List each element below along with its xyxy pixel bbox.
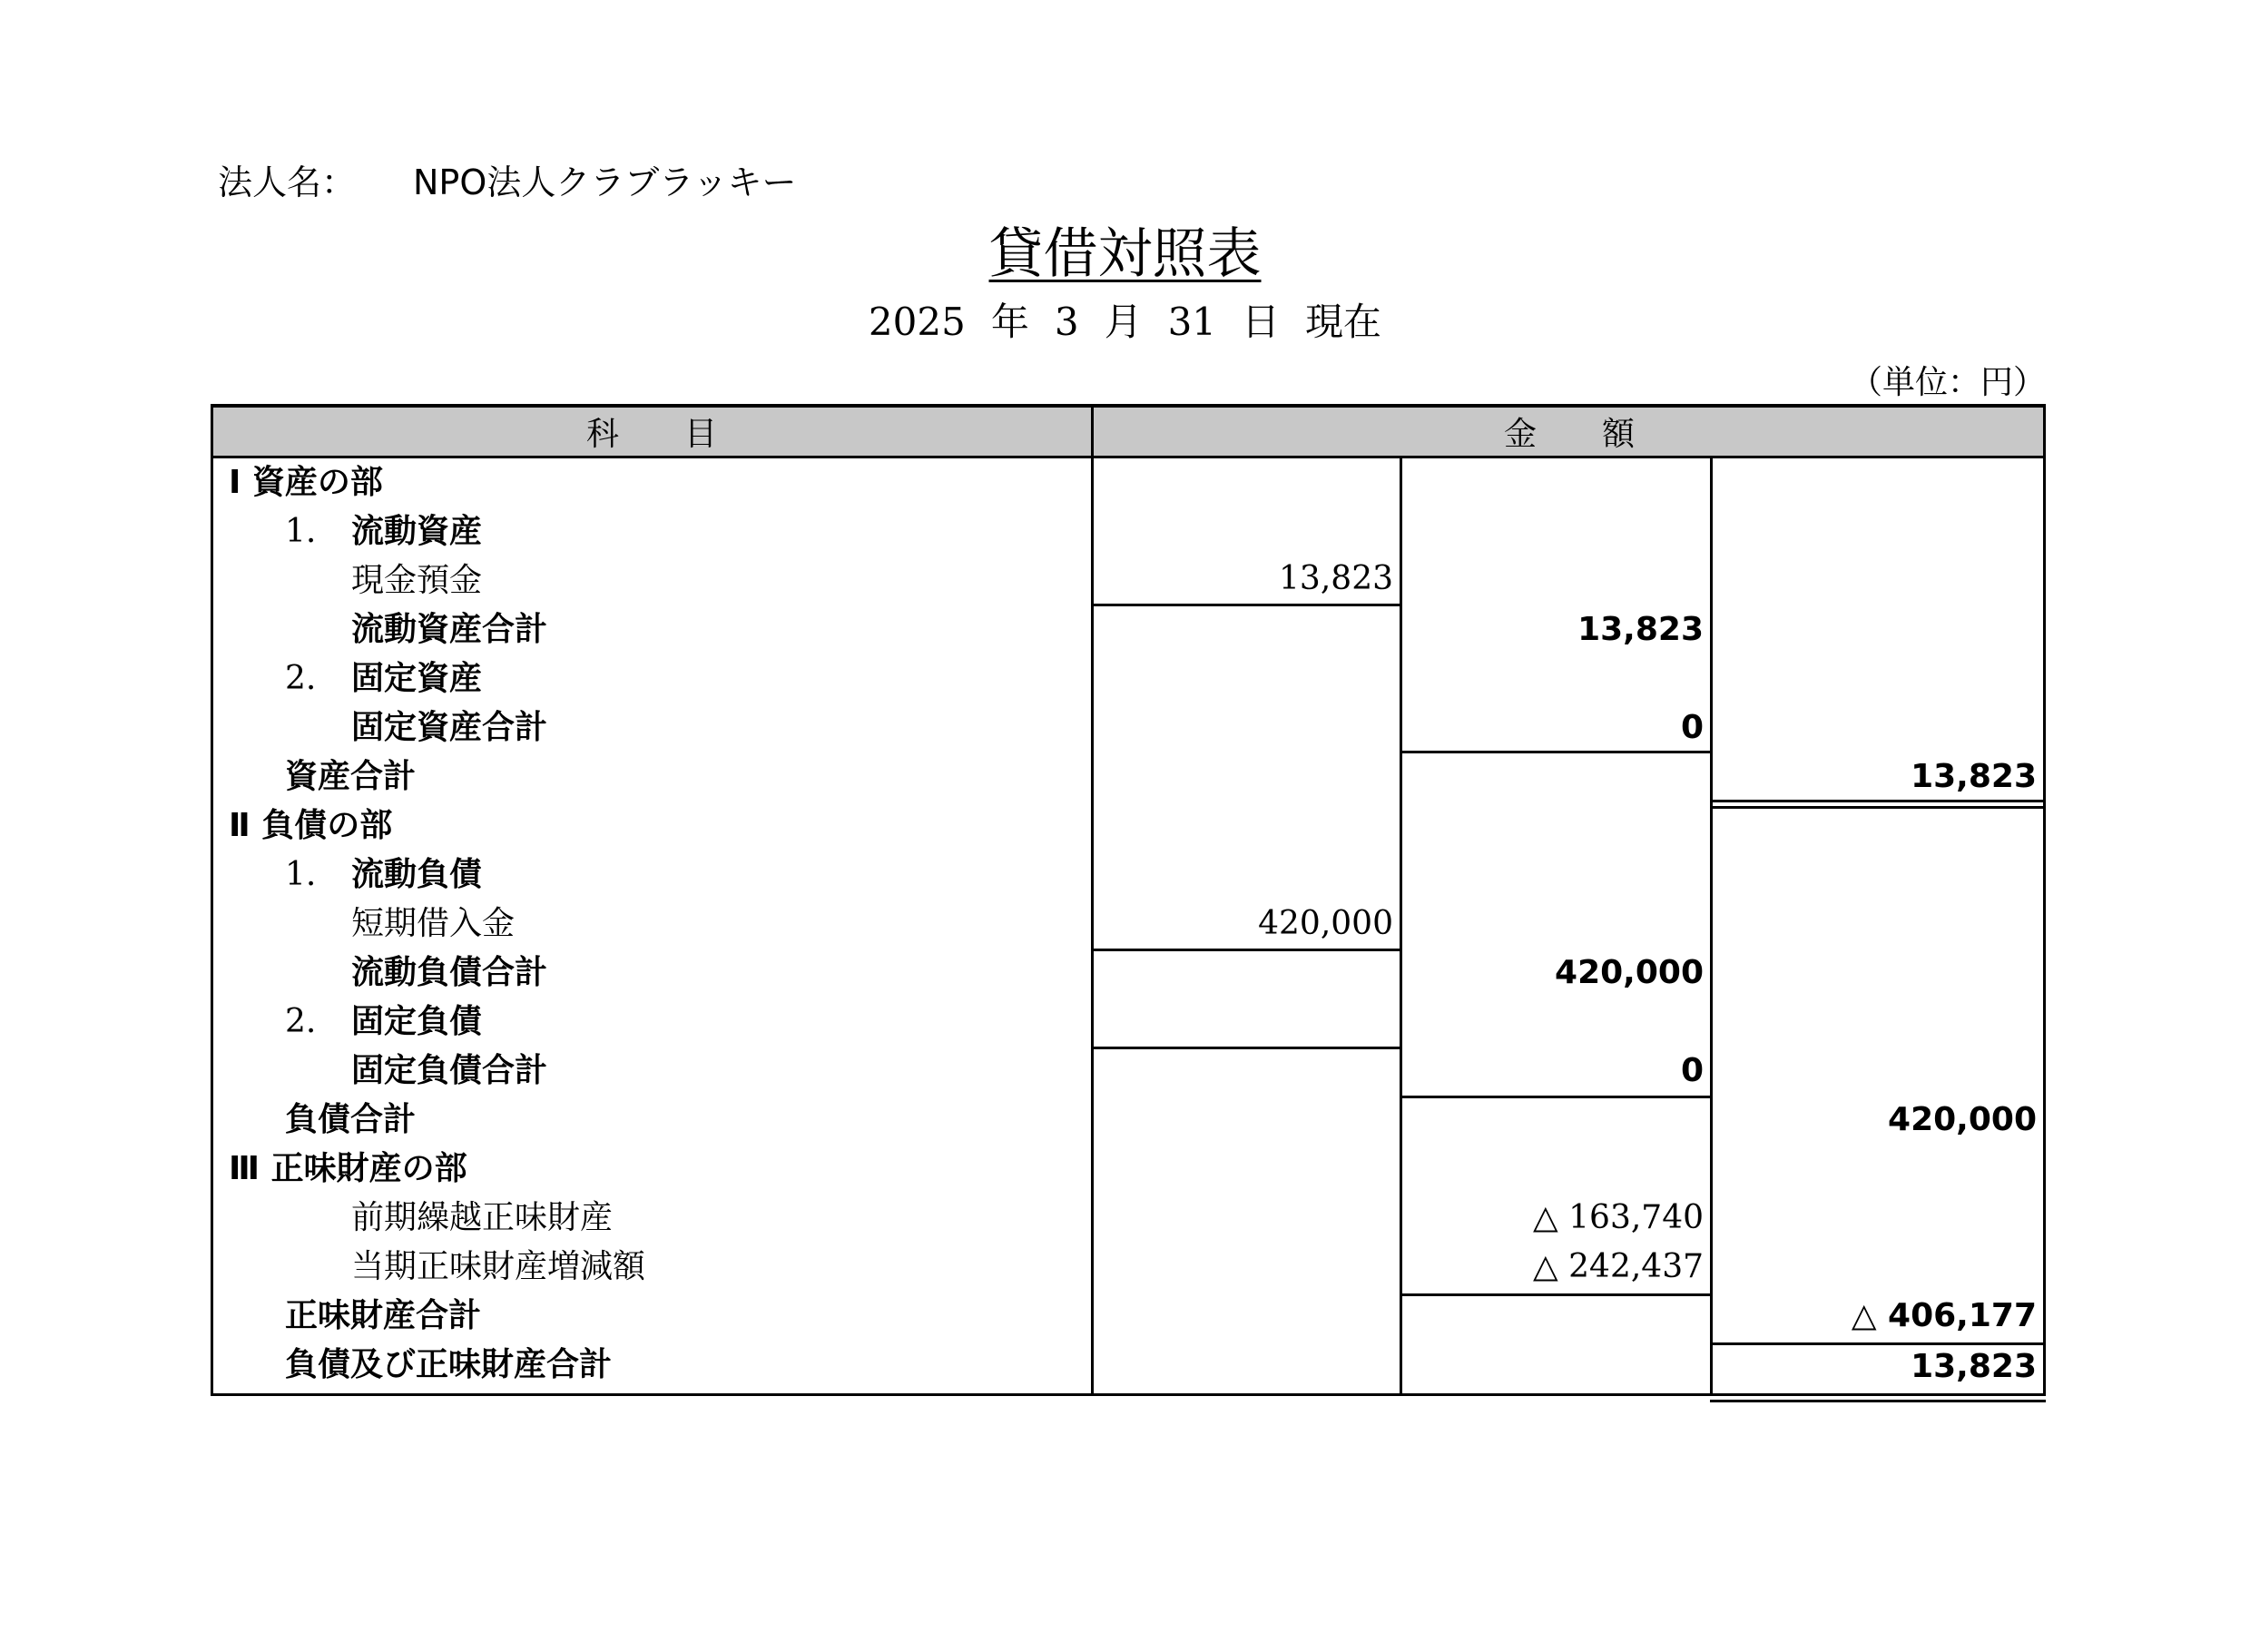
header-amount: 金 額 <box>1093 404 2046 458</box>
fixed-assets-total-amount: 0 <box>1680 709 1704 746</box>
current-assets-number: 1. <box>285 513 317 550</box>
assets-total-label: 資産合計 <box>285 758 417 795</box>
current-assets-total-label: 流動資産合計 <box>351 611 548 648</box>
current-liabilities-heading: 流動負債 <box>351 856 483 893</box>
section-net-assets: Ⅲ 正味財産の部 <box>229 1150 467 1187</box>
fixed-liabilities-total-amount: 0 <box>1680 1052 1704 1089</box>
fixed-liabilities-heading: 固定負債 <box>351 1003 483 1040</box>
net-assets-total-amount: △ 406,177 <box>1851 1297 2037 1334</box>
cash-deposits-amount: 13,823 <box>1279 560 1393 597</box>
balance-sheet-table <box>211 404 2046 1396</box>
header-subject: 科 目 <box>211 404 1093 458</box>
liabilities-total-amount: 420,000 <box>1888 1101 2037 1138</box>
assets-total-amount: 13,823 <box>1911 758 2037 795</box>
as-of-date: 2025 年 3 月 31 日 現在 <box>868 300 1382 344</box>
prior-net-assets-label: 前期繰越正味財産 <box>351 1199 614 1236</box>
liabilities-net-assets-total-label: 負債及び正味財産合計 <box>285 1346 613 1383</box>
current-liabilities-number: 1. <box>285 856 317 893</box>
corporation-label: 法人名： <box>218 162 357 202</box>
current-assets-heading: 流動資産 <box>351 513 483 550</box>
liabilities-total-label: 負債合計 <box>285 1101 417 1138</box>
section-liabilities: Ⅱ 負債の部 <box>229 807 393 844</box>
prior-net-assets-amount: △ 163,740 <box>1533 1199 1704 1236</box>
section-assets: Ⅰ 資産の部 <box>229 464 383 501</box>
corporation-value: NPO法人クラブラッキー <box>413 162 797 202</box>
document-title: 貸借対照表 <box>988 222 1262 286</box>
cash-deposits-label: 現金預金 <box>351 562 483 599</box>
fixed-assets-total-label: 固定資産合計 <box>351 709 548 746</box>
current-liabilities-total-label: 流動負債合計 <box>351 954 548 991</box>
unit-label: （単位：円） <box>1849 364 2046 401</box>
short-term-loan-label: 短期借入金 <box>351 905 516 942</box>
net-assets-change-amount: △ 242,437 <box>1533 1248 1704 1285</box>
corporation-name <box>218 154 797 204</box>
current-liabilities-total-amount: 420,000 <box>1555 954 1704 991</box>
current-assets-total-amount: 13,823 <box>1577 611 1704 648</box>
net-assets-change-label: 当期正味財産増減額 <box>351 1248 646 1285</box>
fixed-assets-heading: 固定資産 <box>351 660 483 697</box>
fixed-liabilities-number: 2. <box>285 1003 317 1040</box>
liabilities-net-assets-total-amount: 13,823 <box>1911 1348 2037 1385</box>
fixed-assets-number: 2. <box>285 660 317 697</box>
short-term-loan-amount: 420,000 <box>1258 905 1393 942</box>
net-assets-total-label: 正味財産合計 <box>285 1297 482 1334</box>
fixed-liabilities-total-label: 固定負債合計 <box>351 1052 548 1089</box>
